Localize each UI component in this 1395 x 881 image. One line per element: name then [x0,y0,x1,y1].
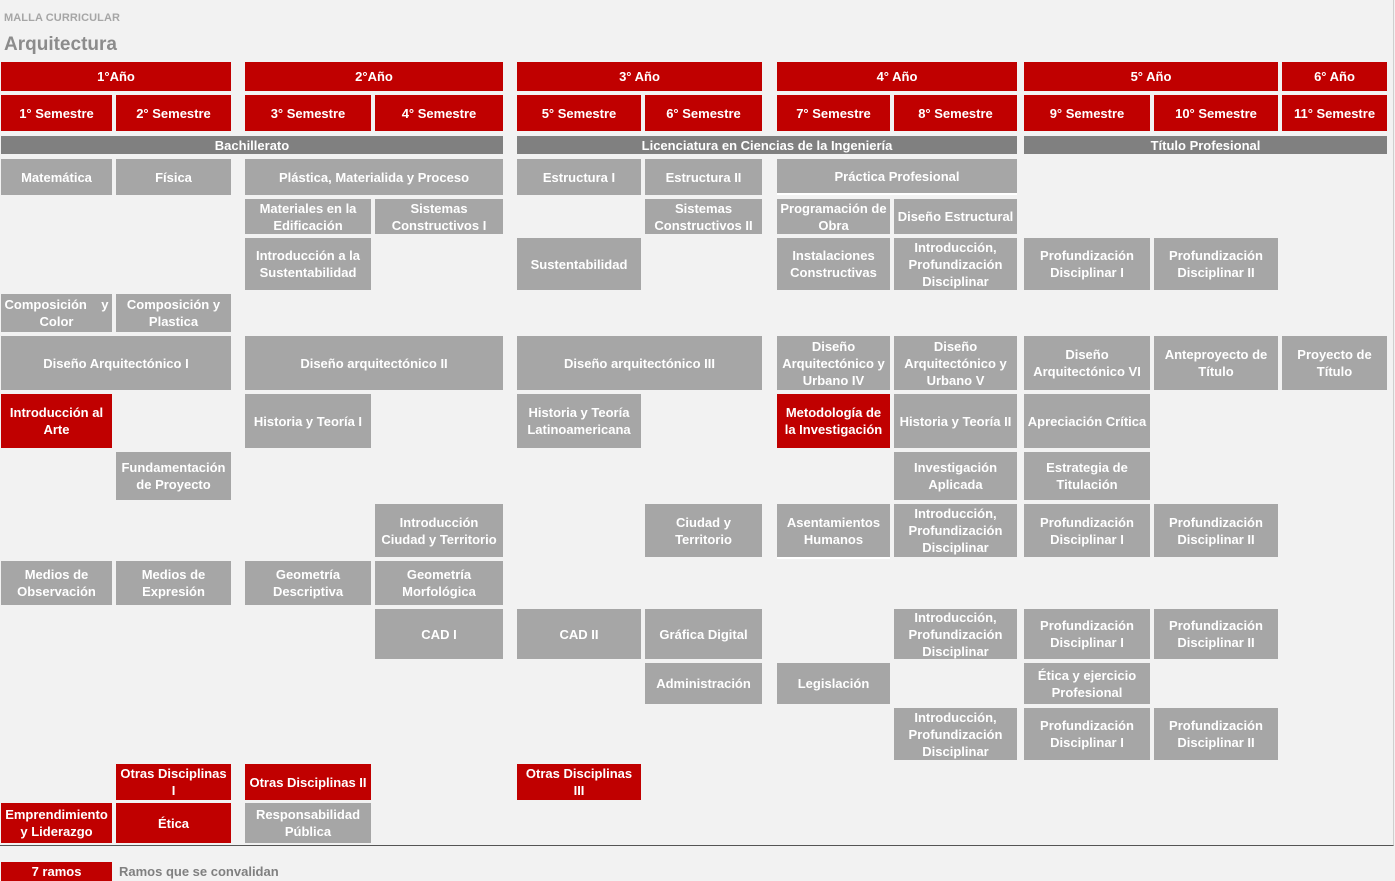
course-estrategia-titulacion[interactable]: Estrategia de Titulación [1024,452,1150,500]
course-profundizacion-2d[interactable]: Profundización Disciplinar II [1154,708,1278,760]
course-diseno-4[interactable]: Diseño Arquitectónico y Urbano IV [777,336,890,390]
year-5: 5° Año [1024,62,1278,91]
year-1: 1°Año [1,62,231,91]
course-intro-profundizacion-4[interactable]: Introducción, Profundización Disciplinar [894,708,1017,760]
course-intro-profundizacion-3[interactable]: Introducción, Profundización Disciplinar [894,609,1017,659]
band-bachillerato: Bachillerato [1,136,503,154]
year-2: 2°Año [245,62,503,91]
course-otras-disciplinas-1[interactable]: Otras Disciplinas I [116,764,231,800]
course-grafica-digital[interactable]: Gráfica Digital [645,609,762,659]
course-historia-1[interactable]: Historia y Teoría I [245,394,371,448]
course-etica[interactable]: Ética [116,803,231,843]
semester-2: 2° Semestre [116,95,231,131]
course-plastica[interactable]: Plástica, Materialida y Proceso [245,159,503,195]
course-sistemas-1[interactable]: Sistemas Constructivos I [375,199,503,234]
semester-11: 11° Semestre [1282,95,1387,131]
course-intro-arte[interactable]: Introducción al Arte [1,394,112,448]
course-medios-observacion[interactable]: Medios de Observación [1,561,112,605]
course-intro-ciudad[interactable]: Introducción Ciudad y Territorio [375,504,503,557]
semester-3: 3° Semestre [245,95,371,131]
course-cad-1[interactable]: CAD I [375,609,503,659]
semester-5: 5° Semestre [517,95,641,131]
course-diseno-5[interactable]: Diseño Arquitectónico y Urbano V [894,336,1017,390]
course-emprendimiento[interactable]: Emprendimiento y Liderazgo [1,803,112,843]
course-profundizacion-2c[interactable]: Profundización Disciplinar II [1154,609,1278,659]
course-cad-2[interactable]: CAD II [517,609,641,659]
course-administracion[interactable]: Administración [645,663,762,704]
course-intro-profundizacion-2[interactable]: Introducción, Profundización Disciplinar [894,504,1017,557]
course-materiales[interactable]: Materiales en la Edificación [245,199,371,234]
course-fisica[interactable]: Física [116,159,231,195]
course-legislacion[interactable]: Legislación [777,663,890,704]
course-diseno-1[interactable]: Diseño Arquitectónico I [1,336,231,390]
course-investigacion-aplicada[interactable]: Investigación Aplicada [894,452,1017,500]
course-composicion-color[interactable]: Composición y Color [1,294,112,332]
course-anteproyecto[interactable]: Anteproyecto de Título [1154,336,1278,390]
course-diseno-2[interactable]: Diseño arquitectónico II [245,336,503,390]
course-otras-disciplinas-3[interactable]: Otras Disciplinas III [517,764,641,800]
course-intro-sustentabilidad[interactable]: Introducción a la Sustentabilidad [245,238,371,290]
course-composicion-plastica[interactable]: Composición y Plastica [116,294,231,332]
course-sistemas-2[interactable]: Sistemas Constructivos II [645,199,762,234]
course-profundizacion-1d[interactable]: Profundización Disciplinar I [1024,708,1150,760]
band-licenciatura: Licenciatura en Ciencias de la Ingeniería [517,136,1017,154]
course-proyecto-titulo[interactable]: Proyecto de Título [1282,336,1387,390]
course-medios-expresion[interactable]: Medios de Expresión [116,561,231,605]
course-etica-ejercicio[interactable]: Ética y ejercicio Profesional [1024,663,1150,704]
course-sustentabilidad[interactable]: Sustentabilidad [517,238,641,290]
course-ciudad-territorio[interactable]: Ciudad y Territorio [645,504,762,557]
course-fundamentacion[interactable]: Fundamentación de Proyecto [116,452,231,500]
course-responsabilidad-publica[interactable]: Responsabilidad Pública [245,803,371,843]
course-metodologia[interactable]: Metodología de la Investigación [777,394,890,448]
semester-9: 9° Semestre [1024,95,1150,131]
course-profundizacion-1b[interactable]: Profundización Disciplinar I [1024,504,1150,557]
year-6: 6° Año [1282,62,1387,91]
course-instalaciones[interactable]: Instalaciones Constructivas [777,238,890,290]
year-4: 4° Año [777,62,1017,91]
course-geometria-descriptiva[interactable]: Geometría Descriptiva [245,561,371,605]
course-matematica[interactable]: Matemática [1,159,112,195]
section-label: MALLA CURRICULAR [4,12,121,24]
course-practica-profesional[interactable]: Práctica Profesional [777,159,1017,195]
course-estructura-2[interactable]: Estructura II [645,159,762,195]
page-title: Arquitectura [4,34,117,55]
course-profundizacion-2a[interactable]: Profundización Disciplinar II [1154,238,1278,290]
course-diseno-6[interactable]: Diseño Arquitectónico VI [1024,336,1150,390]
band-titulo-profesional: Título Profesional [1024,136,1387,154]
semester-7: 7° Semestre [777,95,890,131]
course-asentamientos[interactable]: Asentamientos Humanos [777,504,890,559]
course-historia-latam[interactable]: Historia y Teoría Latinoamericana [517,394,641,448]
course-profundizacion-2b[interactable]: Profundización Disciplinar II [1154,504,1278,557]
legend-text: Ramos que se convalidan [119,864,279,879]
legend-count-badge: 7 ramos [1,862,112,881]
semester-10: 10° Semestre [1154,95,1278,131]
semester-8: 8° Semestre [894,95,1017,131]
course-apreciacion-critica[interactable]: Apreciación Crítica [1024,394,1150,448]
course-profundizacion-1c[interactable]: Profundización Disciplinar I [1024,609,1150,659]
course-estructura-1[interactable]: Estructura I [517,159,641,195]
course-geometria-morfologica[interactable]: Geometría Morfológica [375,561,503,605]
semester-4: 4° Semestre [375,95,503,131]
year-3: 3° Año [517,62,762,91]
course-intro-profundizacion-1[interactable]: Introducción, Profundización Disciplinar [894,238,1017,290]
course-diseno-3[interactable]: Diseño arquitectónico III [517,336,762,390]
course-historia-2[interactable]: Historia y Teoría II [894,394,1017,448]
course-profundizacion-1a[interactable]: Profundización Disciplinar I [1024,238,1150,290]
course-otras-disciplinas-2[interactable]: Otras Disciplinas II [245,764,371,800]
course-programacion-obra[interactable]: Programación de Obra [777,199,890,234]
semester-6: 6° Semestre [645,95,762,131]
course-diseno-estructural[interactable]: Diseño Estructural [894,199,1017,234]
semester-1: 1° Semestre [1,95,112,131]
